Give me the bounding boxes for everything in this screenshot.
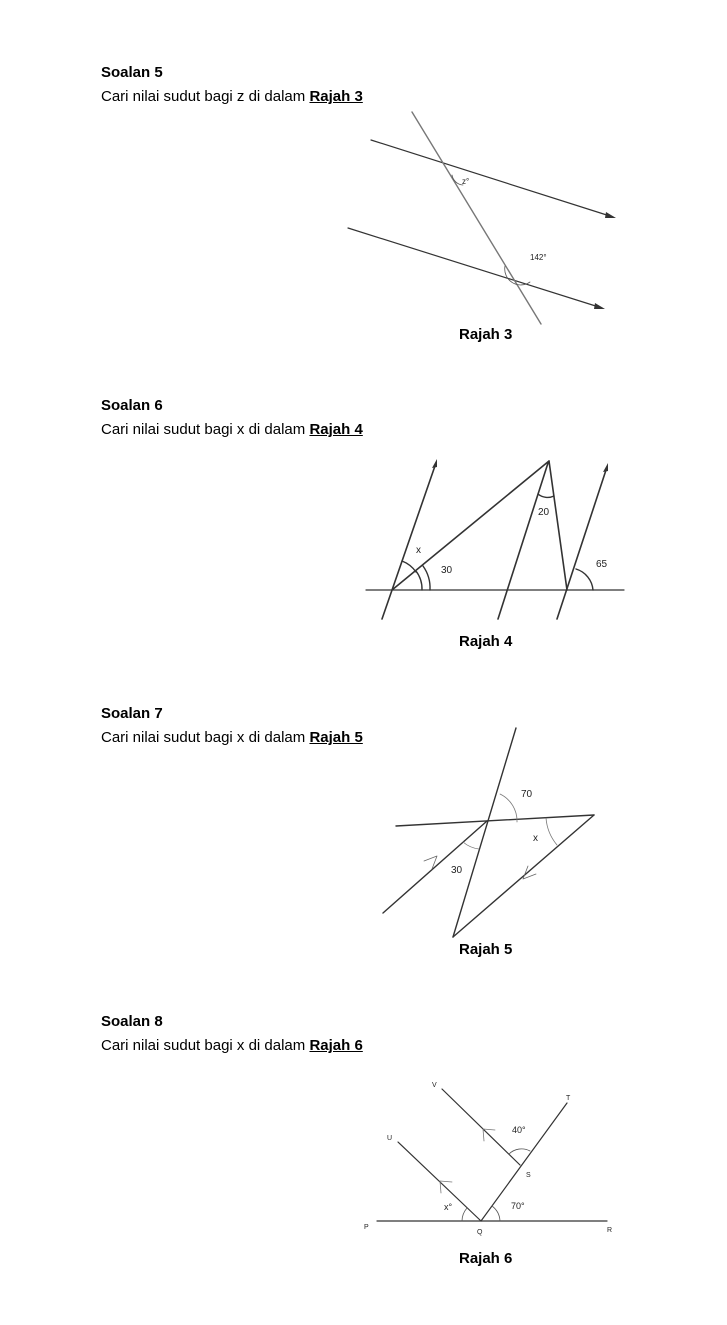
question-6-prompt: Cari nilai sudut bagi x di dalam bbox=[101, 421, 310, 438]
angle-label-30: 30 bbox=[441, 565, 453, 576]
angle-label-70: 70° bbox=[511, 1201, 525, 1211]
caption-rajah-3: Rajah 3 bbox=[459, 326, 513, 343]
point-label-Q: Q bbox=[477, 1229, 483, 1236]
line-UQ bbox=[398, 1142, 481, 1221]
angle-label-x: x bbox=[533, 833, 538, 844]
angle-arc-40 bbox=[509, 1149, 530, 1154]
question-8-prompt: Cari nilai sudut bagi x di dalam bbox=[101, 1037, 310, 1054]
angle-arc-x bbox=[462, 1208, 467, 1221]
point-label-R: R bbox=[607, 1227, 613, 1234]
point-label-U: U bbox=[387, 1135, 393, 1142]
question-8-figure-ref: Rajah 6 bbox=[309, 1037, 363, 1054]
angle-label-142: 142° bbox=[530, 253, 547, 262]
point-label-S: S bbox=[526, 1172, 531, 1179]
question-7-figure-ref: Rajah 5 bbox=[309, 729, 363, 746]
angle-label-40: 40° bbox=[512, 1125, 526, 1135]
question-6-title: Soalan 6 bbox=[101, 397, 163, 414]
angle-label-30: 30 bbox=[451, 865, 463, 876]
caption-rajah-6: Rajah 6 bbox=[459, 1250, 513, 1267]
angle-label-x: x° bbox=[444, 1202, 453, 1212]
point-label-V: V bbox=[432, 1082, 437, 1089]
angle-arc-70 bbox=[492, 1206, 500, 1221]
question-6-figure-ref: Rajah 4 bbox=[309, 421, 363, 438]
angle-label-65: 65 bbox=[596, 559, 608, 570]
question-5-prompt: Cari nilai sudut bagi z di dalam bbox=[101, 88, 310, 105]
point-label-P: P bbox=[364, 1224, 369, 1231]
angle-label-70: 70 bbox=[521, 789, 533, 800]
question-7-title: Soalan 7 bbox=[101, 705, 163, 722]
angle-label-20: 20 bbox=[538, 507, 550, 518]
question-8-title: Soalan 8 bbox=[101, 1013, 163, 1030]
question-5-figure-ref: Rajah 3 bbox=[309, 88, 363, 105]
question-5-title: Soalan 5 bbox=[101, 64, 163, 81]
caption-rajah-4: Rajah 4 bbox=[459, 633, 513, 650]
question-7-prompt: Cari nilai sudut bagi x di dalam bbox=[101, 729, 310, 746]
point-label-T: T bbox=[566, 1095, 571, 1102]
angle-label-x: x bbox=[416, 545, 421, 556]
angle-label-z: z° bbox=[462, 177, 470, 186]
line-VS bbox=[442, 1089, 520, 1165]
caption-rajah-5: Rajah 5 bbox=[459, 941, 513, 958]
